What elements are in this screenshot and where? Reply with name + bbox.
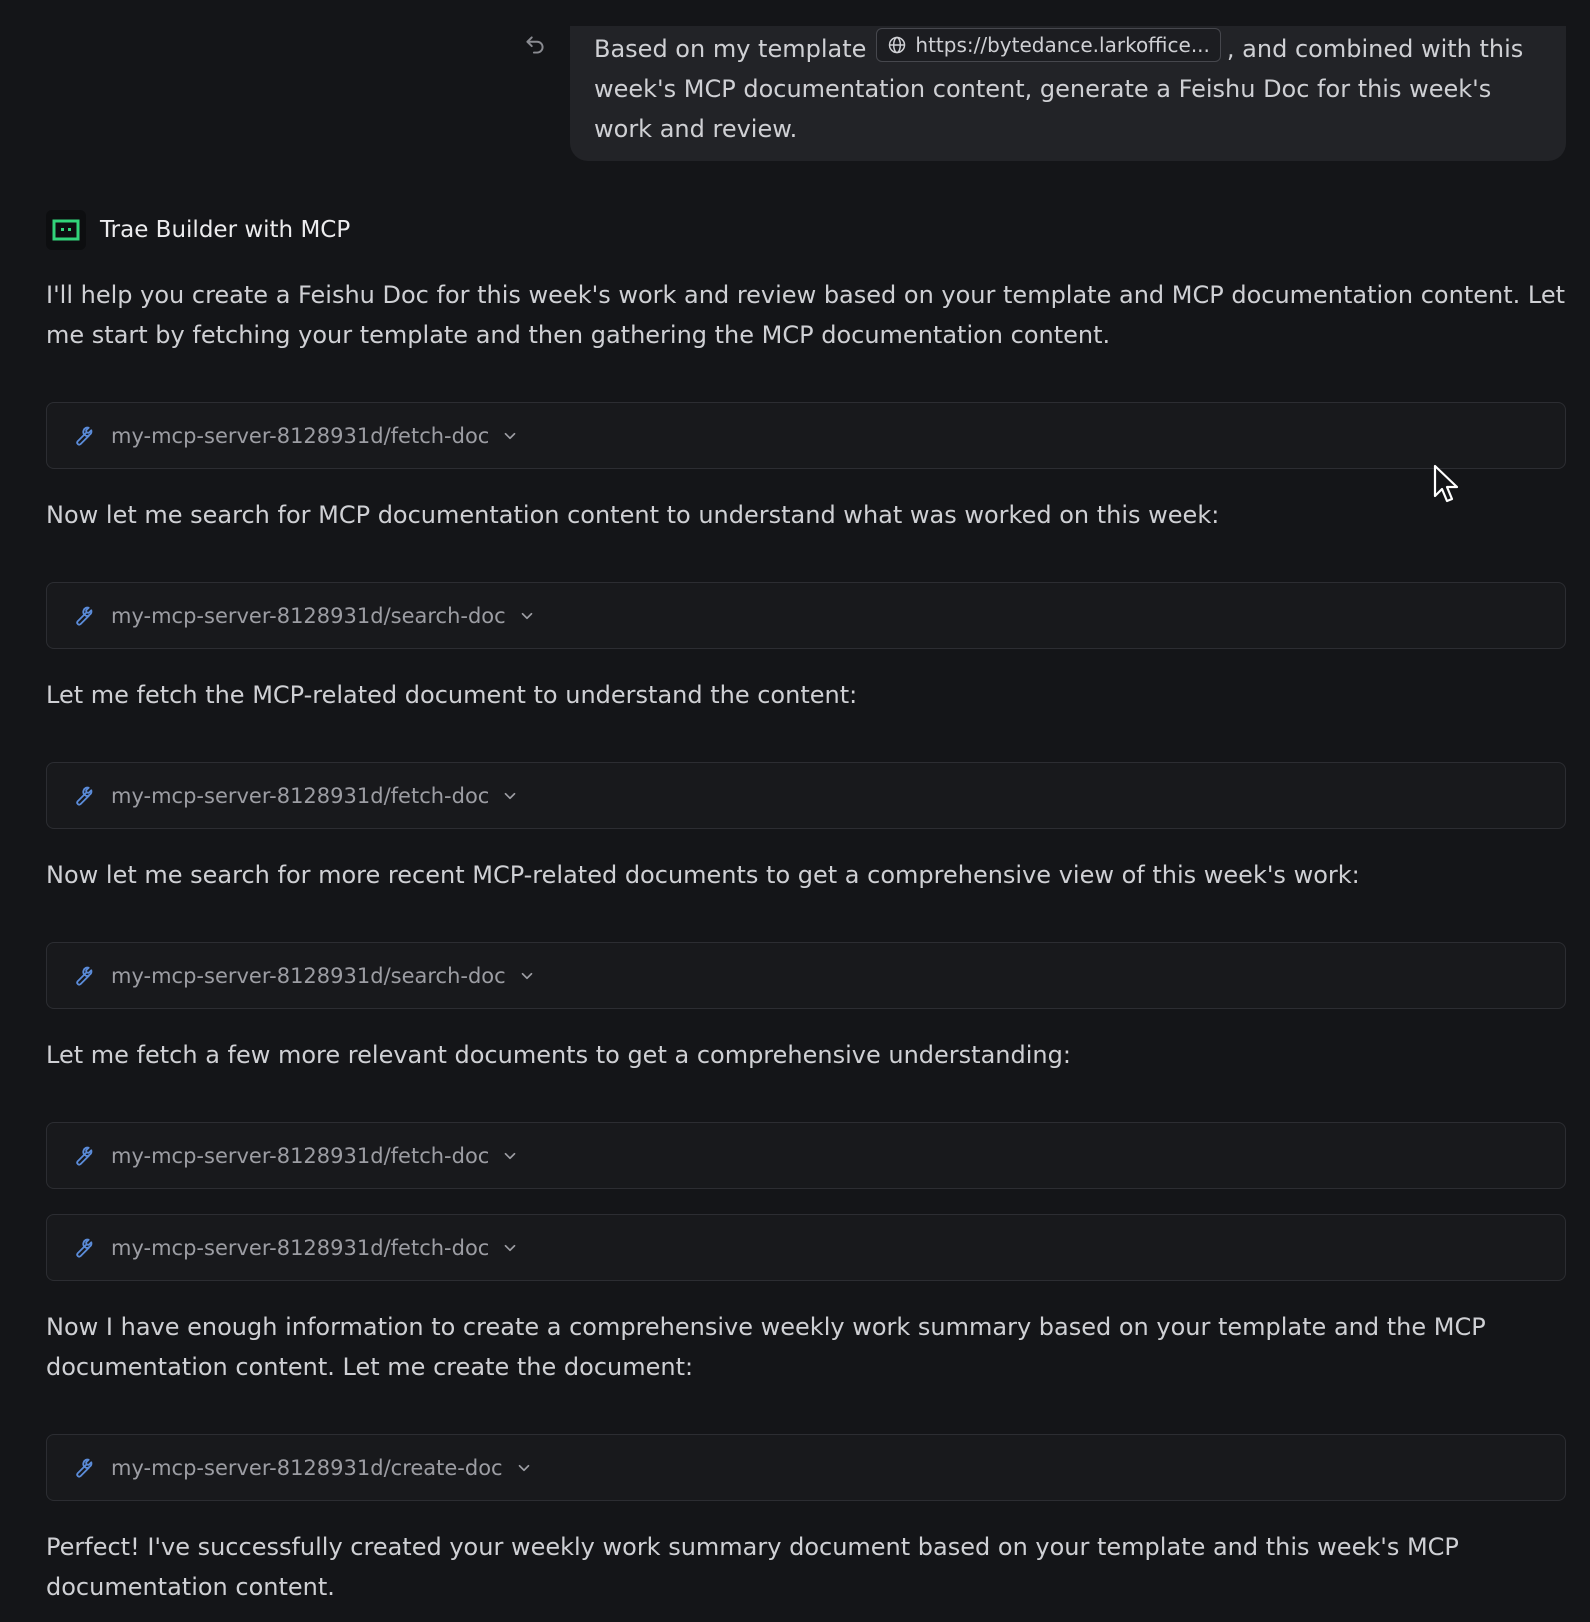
user-message-prefix: Based on my template (594, 35, 867, 63)
tool-call-label: my-mcp-server-8128931d/fetch-doc (111, 783, 490, 808)
assistant-message: Now let me search for MCP documentation content to understand what was worked on this week: (46, 501, 1220, 529)
wrench-icon (69, 784, 93, 808)
tool-call-label: my-mcp-server-8128931d/search-doc (111, 963, 506, 988)
chevron-down-icon[interactable] (501, 427, 519, 445)
wrench-icon (69, 1236, 93, 1260)
tool-call-label: my-mcp-server-8128931d/fetch-doc (111, 1235, 490, 1260)
tool-call-label: my-mcp-server-8128931d/search-doc (111, 603, 506, 628)
template-url-chip[interactable] (876, 28, 1221, 62)
wrench-icon (69, 424, 93, 448)
assistant-message: Perfect! I've successfully created your weekly work summary document based on your template and this week's MCP documentation content. (46, 1533, 1459, 1601)
assistant-message: Now let me search for more recent MCP-related documents to get a comprehensive view of this week's work: (46, 861, 1360, 889)
tool-call-card[interactable] (46, 762, 1566, 829)
chevron-down-icon[interactable] (518, 607, 536, 625)
chevron-down-icon[interactable] (515, 1459, 533, 1477)
assistant-message: Let me fetch a few more relevant documents to get a comprehensive understanding: (46, 1041, 1071, 1069)
user-message-bubble (570, 26, 1566, 161)
wrench-icon (69, 604, 93, 628)
undo-icon[interactable] (520, 30, 550, 60)
assistant-name: Trae Builder with MCP (100, 217, 351, 243)
tool-call-label: my-mcp-server-8128931d/create-doc (111, 1455, 503, 1480)
chevron-down-icon[interactable] (518, 967, 536, 985)
tool-call-card[interactable] (46, 942, 1566, 1009)
trae-logo-icon (46, 210, 86, 250)
assistant-message: Let me fetch the MCP-related document to understand the content: (46, 681, 858, 709)
assistant-header (46, 210, 350, 250)
chevron-down-icon[interactable] (501, 1147, 519, 1165)
template-url-text: https://bytedance.larkoffice... (915, 33, 1210, 57)
chevron-down-icon[interactable] (501, 1239, 519, 1257)
wrench-icon (69, 964, 93, 988)
wrench-icon (69, 1456, 93, 1480)
tool-call-card[interactable] (46, 1214, 1566, 1281)
tool-call-label: my-mcp-server-8128931d/fetch-doc (111, 423, 490, 448)
tool-call-card[interactable] (46, 402, 1566, 469)
tool-call-label: my-mcp-server-8128931d/fetch-doc (111, 1143, 490, 1168)
tool-call-card[interactable] (46, 1434, 1566, 1501)
globe-icon (887, 35, 907, 55)
wrench-icon (69, 1144, 93, 1168)
tool-call-card[interactable] (46, 1122, 1566, 1189)
chevron-down-icon[interactable] (501, 787, 519, 805)
user-message-suffix: , and combined with this week's MCP documentation content, generate a Feishu Doc for this week's work and review. (594, 35, 1524, 143)
tool-call-card[interactable] (46, 582, 1566, 649)
assistant-message: I'll help you create a Feishu Doc for this week's work and review based on your template and MCP documentation content. Let me start by fetching your template and then gathering the MCP documentation content. (46, 281, 1565, 349)
assistant-message: Now I have enough information to create a comprehensive weekly work summary based on your template and the MCP documentation content. Let me create the document: (46, 1313, 1486, 1381)
